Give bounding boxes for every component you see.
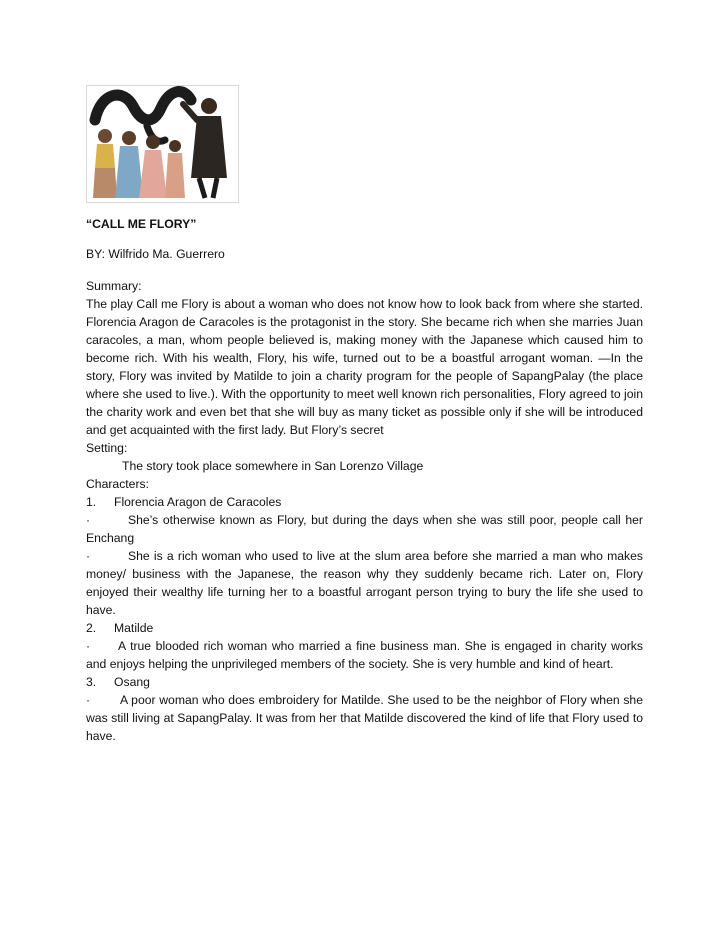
character-name: Florencia Aragon de Caracoles xyxy=(114,495,282,509)
character-name: Matilde xyxy=(114,621,154,635)
cast-photo-illustration xyxy=(87,86,238,202)
document-byline: BY: Wilfrido Ma. Guerrero xyxy=(86,247,225,261)
character-detail: · A poor woman who does embroidery for Matilde. She used to be the neighbor of Flory when she was still living at SapangPalay. It was from her that Matilde discovered the kind of life that Flory used to have. xyxy=(86,693,643,743)
character-detail: · A true blooded rich woman who married a fine business man. She is engaged in charity works and enjoys helping the unprivileged members of the society. She is very humble and kind of heart. xyxy=(86,639,643,671)
character-item xyxy=(86,619,643,637)
cast-photo xyxy=(86,85,239,203)
character-number: 1. xyxy=(86,495,97,509)
setting-paragraph: The story took place somewhere in San Lorenzo Village xyxy=(122,459,424,473)
character-name: Osang xyxy=(114,675,150,689)
summary-paragraph: The play Call me Flory is about a woman who does not know how to look back from where she started. Florencia Aragon de Caracoles is the protagonist in the story. She became rich when she marries Juan caracoles, a man, whom people believed is, making money with the Japanese which caused him to become rich. With his wealth, Flory, his wife, turned out to be a boastful arrogant woman. —In the story, Flory was invited by Matilde to join a charity program for the people of SapangPalay (the place where she used to live.). With the opportunity to meet well known rich personalities, Flory agreed to join the charity work and even bet that she will buy as many ticket as possible only if she will be introduced and get acquainted with the first lady. But Flory’s secret xyxy=(86,297,643,437)
bullet-marker: · xyxy=(86,639,91,653)
character-item xyxy=(86,493,643,511)
bullet-marker: · xyxy=(86,513,91,527)
character-detail: · She’s otherwise known as Flory, but during the days when she was still poor, people call her Enchang xyxy=(86,513,643,545)
characters-heading: Characters: xyxy=(86,477,149,491)
character-item xyxy=(86,673,643,691)
character-number: 2. xyxy=(86,621,97,635)
summary-heading: Summary: xyxy=(86,279,142,293)
bullet-marker: · xyxy=(86,549,91,563)
document-body xyxy=(86,277,643,745)
document-title: “CALL ME FLORY” xyxy=(86,217,197,231)
bullet-marker: · xyxy=(86,693,91,707)
character-detail: · She is a rich woman who used to live at the slum area before she married a man who makes money/ business with the Japanese, the reason why they suddenly became rich. Later on, Flory enjoyed their wealthy life turning her to a boastful arrogant person trying to bury the life she used to have. xyxy=(86,549,643,617)
character-number: 3. xyxy=(86,675,97,689)
setting-heading: Setting: xyxy=(86,441,128,455)
